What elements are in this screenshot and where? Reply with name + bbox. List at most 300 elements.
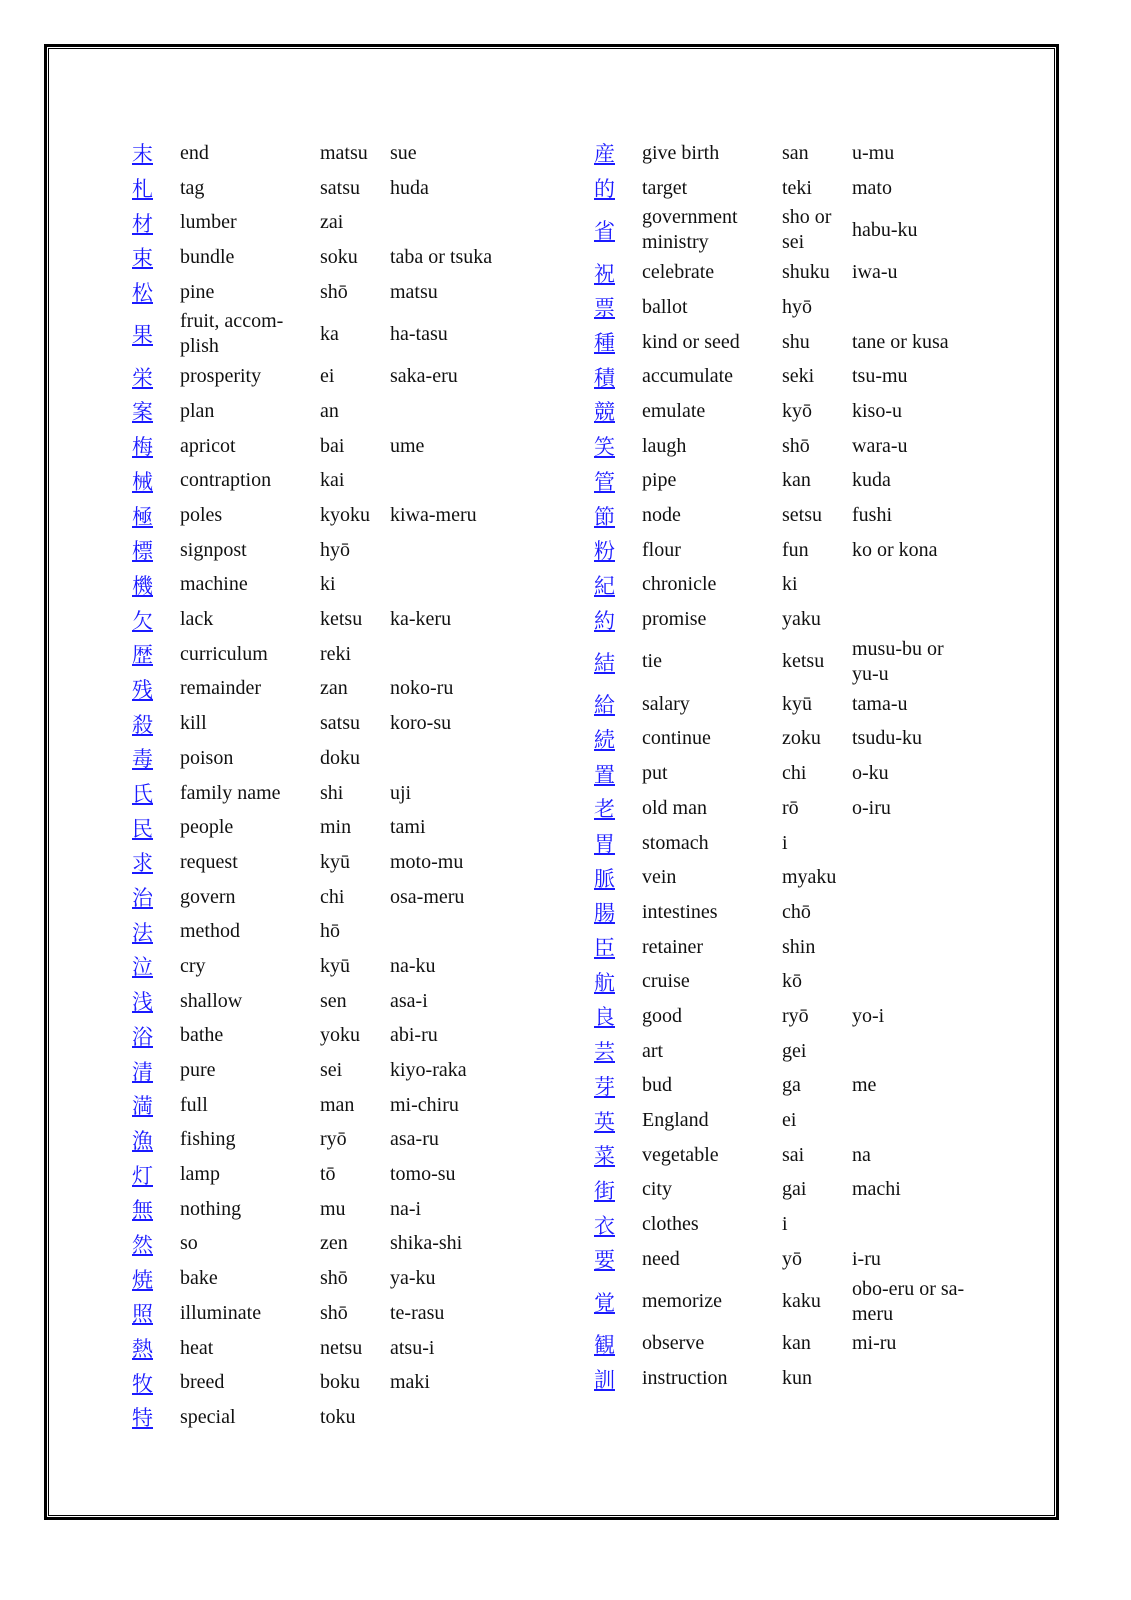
kanji-link[interactable]: 街 [594,1178,615,1203]
kanji-link[interactable]: 束 [132,246,153,271]
kanji-link[interactable]: 標 [132,539,153,564]
kanji-link[interactable]: 祝 [594,261,615,286]
onyomi-cell: hō [320,920,340,943]
meaning-cell: bundle [180,245,235,268]
kunyomi-cell: habu-ku [852,218,918,241]
kanji-cell [120,535,180,565]
meaning-cell: city [642,1178,672,1201]
meaning-cell: fruit, accom-plish [180,310,284,358]
kanji-cell [582,1287,642,1317]
meaning-cell: target [642,176,688,199]
meaning-cell: ballot [642,295,688,318]
onyomi-cell: yoku [320,1024,360,1047]
kanji-cell [582,1001,642,1031]
kanji-cell [582,258,642,288]
kanji-link[interactable]: 清 [132,1059,153,1084]
meaning-cell: curriculum [180,642,268,665]
kanji-link[interactable]: 氏 [132,782,153,807]
table-row [120,568,508,603]
kanji-cell [582,724,642,754]
table-row [120,810,508,845]
meaning-cell: bud [642,1074,672,1097]
kunyomi-cell: kuda [852,469,891,492]
onyomi-cell: shi [320,781,344,804]
meaning-cell: laugh [642,434,687,457]
kanji-link[interactable]: 産 [594,142,615,167]
table-row [582,1207,970,1242]
kanji-link[interactable]: 観 [594,1332,615,1357]
meaning-cell: stomach [642,831,709,854]
kanji-link[interactable]: 芽 [594,1074,615,1099]
kunyomi-cell: tama-u [852,692,908,715]
table-row [120,498,508,533]
meaning-cell: nothing [180,1197,242,1220]
onyomi-cell: seki [782,365,815,388]
kunyomi-cell: tsu-mu [852,365,908,388]
kanji-link[interactable]: 械 [132,469,153,494]
kanji-link[interactable]: 毒 [132,747,153,772]
meaning-cell: breed [180,1371,225,1394]
onyomi-cell: zoku [782,727,821,750]
meaning-cell: remainder [180,677,262,700]
table-row [120,464,508,499]
onyomi-cell: ketsu [320,608,363,631]
kanji-cell [120,639,180,669]
meaning-cell: prosperity [180,365,262,388]
meaning-cell: request [180,850,238,873]
kanji-cell [120,605,180,635]
table-row [582,637,970,687]
kanji-link[interactable]: 然 [132,1232,153,1257]
meaning-cell: people [180,816,234,839]
kanji-link[interactable]: 票 [594,296,615,321]
onyomi-cell: ryō [320,1128,347,1151]
kanji-cell [582,828,642,858]
kanji-cell [120,138,180,168]
kanji-link[interactable]: 胃 [594,832,615,857]
kanji-link[interactable]: 欠 [132,608,153,633]
table-row [120,533,508,568]
kanji-link[interactable]: 給 [594,693,615,718]
table-row [582,1103,970,1138]
onyomi-cell: reki [320,642,352,665]
kanji-table-left [120,136,508,1435]
table-row [120,1296,508,1331]
kanji-cell [120,1368,180,1398]
kanji-cell [582,466,642,496]
table-row [582,964,970,999]
kanji-cell [120,882,180,912]
kanji-link[interactable]: 置 [594,762,615,787]
table-row [582,1327,970,1362]
kanji-cell [582,689,642,719]
onyomi-cell: i [782,831,788,854]
kunyomi-cell: atsu-i [390,1336,435,1359]
kanji-link[interactable]: 満 [132,1094,153,1119]
kanji-link[interactable]: 省 [594,219,615,244]
onyomi-cell: soku [320,245,358,268]
kanji-cell [582,535,642,565]
kanji-cell [582,1106,642,1136]
kanji-link[interactable]: 紀 [594,573,615,598]
kanji-link[interactable]: 約 [594,608,615,633]
onyomi-cell: shō [782,434,810,457]
kanji-cell [582,1140,642,1170]
kanji-link[interactable]: 良 [594,1005,615,1030]
kanji-link[interactable]: 栄 [132,365,153,390]
table-row [120,706,508,741]
onyomi-cell: bai [320,434,345,457]
meaning-cell: tag [180,176,205,199]
onyomi-cell: tō [320,1163,336,1186]
kunyomi-cell: asa-ru [390,1128,439,1151]
kanji-link[interactable]: 牧 [132,1371,153,1396]
kunyomi-cell: na-i [390,1197,422,1220]
meaning-cell: plan [180,399,215,422]
kanji-link[interactable]: 臣 [594,936,615,961]
meaning-cell: England [642,1109,709,1132]
onyomi-cell: kan [782,1332,811,1355]
kanji-link[interactable]: 泣 [132,955,153,980]
table-row [120,240,508,275]
table-row [120,1019,508,1054]
meaning-cell: flour [642,538,681,561]
kunyomi-cell: asa-i [390,989,428,1012]
meaning-cell: salary [642,692,690,715]
table-row [120,672,508,707]
meaning-cell: lack [180,608,214,631]
table-row [582,1034,970,1069]
kunyomi-cell: obo-eru or sa-meru [852,1277,965,1325]
meaning-cell: shallow [180,989,243,1012]
table-row [120,914,508,949]
onyomi-cell: shō [320,1301,348,1324]
table-row [582,895,970,930]
meaning-cell: lumber [180,211,237,234]
meaning-cell: cry [180,954,206,977]
onyomi-cell: shu [782,330,810,353]
onyomi-cell: satsu [320,712,360,735]
kanji-link[interactable]: 殺 [132,712,153,737]
onyomi-cell: chi [782,762,807,785]
onyomi-cell: ga [782,1074,801,1097]
kanji-cell [582,173,642,203]
meaning-cell: illuminate [180,1301,262,1324]
kunyomi-cell: ko or kona [852,538,938,561]
onyomi-cell: boku [320,1371,360,1394]
kanji-link[interactable]: 要 [594,1248,615,1273]
meaning-cell: special [180,1405,236,1428]
kanji-link[interactable]: 菜 [594,1144,615,1169]
kanji-cell [582,431,642,461]
meaning-cell: observe [642,1332,705,1355]
kanji-link[interactable]: 法 [132,920,153,945]
table-row [120,359,508,394]
meaning-cell: government ministry [642,206,738,254]
onyomi-cell: sen [320,989,347,1012]
onyomi-cell: doku [320,746,360,769]
kanji-link[interactable]: 案 [132,400,153,425]
table-row [120,394,508,429]
kanji-cell [120,277,180,307]
table-row [582,498,970,533]
onyomi-cell: shō [320,280,348,303]
kanji-link[interactable]: 焼 [132,1267,153,1292]
table-row [582,1138,970,1173]
meaning-cell: kind or seed [642,330,740,353]
onyomi-cell: kyū [320,954,350,977]
onyomi-cell: san [782,141,809,164]
table-row [120,429,508,464]
kunyomi-cell: huda [390,176,429,199]
table-row [120,776,508,811]
kunyomi-cell: mi-ru [852,1332,897,1355]
kunyomi-cell: sue [390,141,417,164]
kunyomi-cell: mato [852,176,892,199]
table-row [120,1192,508,1227]
kanji-cell [120,319,180,349]
kanji-link[interactable]: 末 [132,142,153,167]
table-row [120,1053,508,1088]
kunyomi-cell: taba or tsuka [390,245,493,268]
kanji-link[interactable]: 英 [594,1109,615,1134]
kanji-link[interactable]: 続 [594,727,615,752]
onyomi-cell: kun [782,1367,812,1390]
kunyomi-cell: na [852,1143,871,1166]
table-row [582,429,970,464]
kanji-link[interactable]: 札 [132,177,153,202]
meaning-cell: celebrate [642,261,715,284]
table-row [582,860,970,895]
kunyomi-cell: me [852,1074,877,1097]
onyomi-cell: myaku [782,866,837,889]
kanji-cell [120,396,180,426]
kanji-table-right [582,136,970,1396]
meaning-cell: retainer [642,935,704,958]
kunyomi-cell: fushi [852,504,892,527]
kunyomi-cell: te-rasu [390,1301,445,1324]
kunyomi-cell: matsu [390,280,438,303]
kanji-link[interactable]: 機 [132,573,153,598]
kanji-link[interactable]: 的 [594,177,615,202]
kanji-link[interactable]: 灯 [132,1163,153,1188]
onyomi-cell: zen [320,1232,348,1255]
meaning-cell: need [642,1247,680,1270]
kanji-link[interactable]: 求 [132,851,153,876]
meaning-cell: bathe [180,1024,224,1047]
onyomi-cell: rō [782,796,799,819]
kanji-link[interactable]: 航 [594,970,615,995]
table-row [582,394,970,429]
onyomi-cell: setsu [782,504,822,527]
table-row [582,1277,970,1327]
meaning-cell: cruise [642,970,690,993]
kanji-cell [582,362,642,392]
onyomi-cell: gai [782,1178,807,1201]
table-row [582,1361,970,1396]
kunyomi-cell: ya-ku [390,1267,436,1290]
kanji-link[interactable]: 衣 [594,1213,615,1238]
table-row [120,1261,508,1296]
kanji-link[interactable]: 特 [132,1406,153,1431]
meaning-cell: heat [180,1336,214,1359]
kanji-cell [120,674,180,704]
meaning-cell: old man [642,796,707,819]
table-row [120,205,508,240]
table-row [582,791,970,826]
kanji-link[interactable]: 覚 [594,1290,615,1315]
table-row [582,602,970,637]
table-row [582,533,970,568]
kunyomi-cell: ume [390,434,425,457]
table-row [582,722,970,757]
kanji-cell [120,847,180,877]
meaning-cell: good [642,1004,682,1027]
kanji-link[interactable]: 浅 [132,990,153,1015]
onyomi-cell: kyoku [320,504,370,527]
onyomi-cell: kyū [782,692,812,715]
onyomi-cell: kan [782,469,811,492]
kunyomi-cell: o-ku [852,762,889,785]
kanji-link[interactable]: 競 [594,400,615,425]
kunyomi-cell: ka-keru [390,608,452,631]
meaning-cell: lamp [180,1163,220,1186]
onyomi-cell: kai [320,469,345,492]
kanji-cell [582,292,642,322]
kanji-cell [120,743,180,773]
kunyomi-cell: uji [390,781,412,804]
table-row [120,602,508,637]
kanji-cell [582,570,642,600]
kanji-link[interactable]: 照 [132,1302,153,1327]
meaning-cell: emulate [642,399,706,422]
kunyomi-cell: tomo-su [390,1163,456,1186]
kanji-cell [120,1021,180,1051]
table-row [582,325,970,360]
kanji-cell [120,1125,180,1155]
table-row [120,1331,508,1366]
kanji-cell [582,897,642,927]
table-row [120,1400,508,1435]
onyomi-cell: shuku [782,261,830,284]
meaning-cell: node [642,504,681,527]
kanji-cell [582,1329,642,1359]
onyomi-cell: ketsu [782,650,825,673]
table-row [120,637,508,672]
kanji-link[interactable]: 粉 [594,539,615,564]
kanji-link[interactable]: 管 [594,469,615,494]
kanji-cell [120,1229,180,1259]
kanji-link[interactable]: 老 [594,797,615,822]
onyomi-cell: min [320,816,352,839]
onyomi-cell: man [320,1093,355,1116]
meaning-cell: poison [180,746,234,769]
kunyomi-cell: kiso-u [852,399,902,422]
onyomi-cell: zai [320,211,344,234]
kunyomi-cell: tami [390,816,426,839]
kanji-link[interactable]: 極 [132,504,153,529]
meaning-cell: end [180,141,209,164]
meaning-cell: accumulate [642,365,734,388]
kunyomi-cell: mi-chiru [390,1093,459,1116]
table-row [582,136,970,171]
meaning-cell: signpost [180,538,247,561]
meaning-cell: art [642,1039,664,1062]
meaning-cell: fishing [180,1128,236,1151]
kunyomi-cell: iwa-u [852,261,898,284]
kanji-cell [120,709,180,739]
kanji-link[interactable]: 脈 [594,866,615,891]
onyomi-cell: yaku [782,608,821,631]
kanji-link[interactable]: 腸 [594,901,615,926]
kanji-link[interactable]: 材 [132,211,153,236]
meaning-cell: kill [180,712,207,735]
kanji-link[interactable]: 民 [132,816,153,841]
kanji-link[interactable]: 熱 [132,1337,153,1362]
kanji-cell [120,362,180,392]
kanji-cell [120,501,180,531]
meaning-cell: tie [642,650,662,673]
onyomi-cell: kō [782,970,802,993]
kanji-cell [120,951,180,981]
kanji-cell [120,1090,180,1120]
kanji-link[interactable]: 節 [594,504,615,529]
table-row [582,255,970,290]
kanji-cell [120,1264,180,1294]
kanji-cell [120,1194,180,1224]
table-row [120,984,508,1019]
onyomi-cell: ki [320,573,336,596]
meaning-cell: pipe [642,469,677,492]
meaning-cell: so [180,1232,198,1255]
kanji-cell [582,215,642,245]
kanji-link[interactable]: 訓 [594,1367,615,1392]
table-row [120,309,508,359]
table-row [582,205,970,255]
kanji-cell [582,932,642,962]
meaning-cell: poles [180,504,223,527]
onyomi-cell: yō [782,1247,802,1270]
onyomi-cell: an [320,399,339,422]
kanji-link[interactable]: 残 [132,677,153,702]
table-row [120,845,508,880]
kanji-link[interactable]: 笑 [594,435,615,460]
kanji-link[interactable]: 歴 [132,643,153,668]
kanji-cell [582,1244,642,1274]
meaning-cell: contraption [180,469,272,492]
onyomi-cell: ei [782,1109,797,1132]
kanji-link[interactable]: 種 [594,331,615,356]
meaning-cell: instruction [642,1367,728,1390]
kanji-link[interactable]: 積 [594,365,615,390]
kanji-cell [120,778,180,808]
onyomi-cell: shin [782,935,816,958]
kanji-link[interactable]: 浴 [132,1024,153,1049]
kanji-link[interactable]: 果 [132,323,153,348]
kanji-link[interactable]: 結 [594,650,615,675]
kanji-link[interactable]: 無 [132,1198,153,1223]
table-row [120,275,508,310]
kanji-link[interactable]: 松 [132,281,153,306]
kanji-link[interactable]: 漁 [132,1128,153,1153]
table-row [120,880,508,915]
kunyomi-cell: na-ku [390,954,436,977]
meaning-cell: govern [180,885,236,908]
kanji-link[interactable]: 治 [132,886,153,911]
onyomi-cell: gei [782,1039,807,1062]
kanji-link[interactable]: 芸 [594,1040,615,1065]
kanji-link[interactable]: 梅 [132,435,153,460]
